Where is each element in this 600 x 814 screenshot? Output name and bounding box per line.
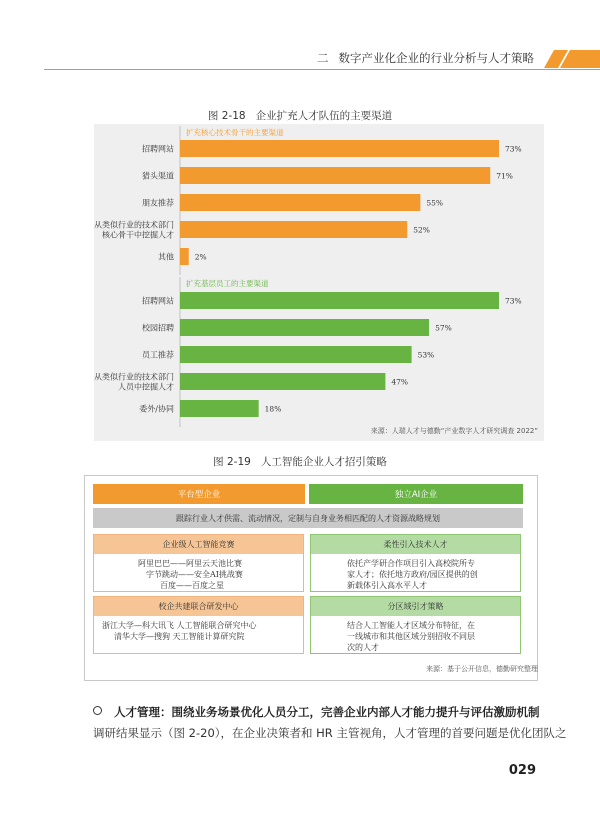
strategy-card-competition — [93, 534, 304, 592]
data-label: 18% — [264, 404, 282, 414]
category-label: 招聘网站 — [142, 296, 174, 306]
data-label: 47% — [391, 377, 409, 387]
card-title: 柔性引入技术人才 — [311, 535, 520, 554]
bar — [180, 167, 490, 184]
data-label: 73% — [505, 296, 522, 306]
bullet-circle-icon — [93, 706, 102, 715]
group-label: 扩充基层员工的主要渠道 — [186, 279, 269, 288]
category-label: 从类似行业的技术部门 — [94, 372, 174, 382]
bar — [180, 140, 499, 157]
page-number: 029 — [508, 763, 536, 778]
card-body: 阿里巴巴——阿里云天池比赛 字节跳动——安全AI挑战赛 百度——百度之星 — [138, 559, 243, 590]
category-label: 其他 — [158, 252, 174, 262]
category-label: 从类似行业的技术部门 — [94, 220, 174, 230]
data-label: 73% — [505, 144, 522, 154]
card-body: 依托产学研合作项目引入高校院所专 家人才；依托地方政府/园区提供的创 新载体引入高水平人才 — [347, 559, 478, 590]
strategy-card-flexible-talent — [310, 534, 521, 592]
data-label: 52% — [413, 225, 430, 235]
bar — [180, 292, 499, 309]
category-label: 委外/协同 — [139, 404, 174, 414]
data-label: 57% — [435, 323, 452, 333]
bar — [180, 346, 412, 363]
category-label: 猎头渠道 — [142, 171, 174, 181]
category-label: 校园招聘 — [142, 323, 174, 333]
bar — [180, 221, 407, 238]
bar — [180, 319, 429, 336]
card-title: 校企共建联合研发中心 — [94, 597, 303, 616]
data-label: 2% — [194, 252, 207, 262]
card-body: 浙江大学—科大讯飞 人工智能联合研究中心 清华大学—搜狗 天工智能计算研究院 — [102, 621, 257, 641]
category-label: 朋友推荐 — [142, 198, 174, 208]
group-label: 扩充核心技术骨干的主要渠道 — [186, 128, 284, 137]
category-label: 核心骨干中挖掘人才 — [102, 230, 174, 240]
strategy-card-regional — [310, 596, 521, 654]
bar-chart-svg — [94, 124, 544, 441]
bar — [180, 248, 189, 265]
category-label: 招聘网站 — [142, 144, 174, 154]
strategy-card-joint-rnd-center — [93, 596, 304, 654]
category-label: 人员中挖掘人才 — [118, 382, 174, 392]
category-label: 员工推荐 — [142, 350, 174, 360]
bar — [180, 194, 420, 211]
data-label: 71% — [496, 171, 513, 181]
bar — [180, 400, 259, 417]
body-paragraph: 调研结果显示（图 2-20），在企业决策者和 HR 主管视角，人才管理的首要问题是优化团队之 — [93, 726, 567, 740]
common-strategy-bar: 跟踪行业人才供需、流动情况，定制与自身业务相匹配的人才资源战略规划 — [93, 508, 523, 528]
data-label: 53% — [417, 350, 435, 360]
section-number: 二 — [317, 51, 329, 65]
independent-ai-enterprise-header: 独立AI企业 — [309, 484, 523, 504]
figure-2-19-source: 来源：基于公开信息，德勤研究整理 — [426, 665, 538, 673]
header-divider — [44, 69, 600, 70]
section-title: 数字产业化企业的行业分析与人才策略 — [338, 51, 534, 65]
header-stripes-decoration — [540, 50, 600, 68]
card-title: 企业级人工智能竞赛 — [94, 535, 303, 554]
figure-2-18-source: 来源：人瑞人才与德勤“产业数字人才研究调查 2022” — [370, 427, 538, 435]
bar — [180, 373, 385, 390]
figure-2-19-title: 图 2-19 人工智能企业人才招引策略 — [213, 456, 387, 468]
section-bullet-heading: 人才管理：围绕业务场景优化人员分工，完善企业内部人才能力提升与评估激励机制 — [93, 704, 540, 720]
card-title: 分区域引才策略 — [311, 597, 520, 616]
figure-2-19-diagram — [84, 475, 538, 681]
running-header — [317, 50, 534, 66]
figure-2-18-chart — [94, 124, 544, 441]
platform-enterprise-header: 平台型企业 — [93, 484, 305, 504]
data-label: 55% — [426, 198, 444, 208]
card-body: 结合人工智能人才区域分布特征，在 一线城市和其他区域分别招收不同层 次的人才 — [347, 621, 475, 652]
figure-2-18-title: 图 2-18 企业扩充人才队伍的主要渠道 — [207, 110, 393, 122]
